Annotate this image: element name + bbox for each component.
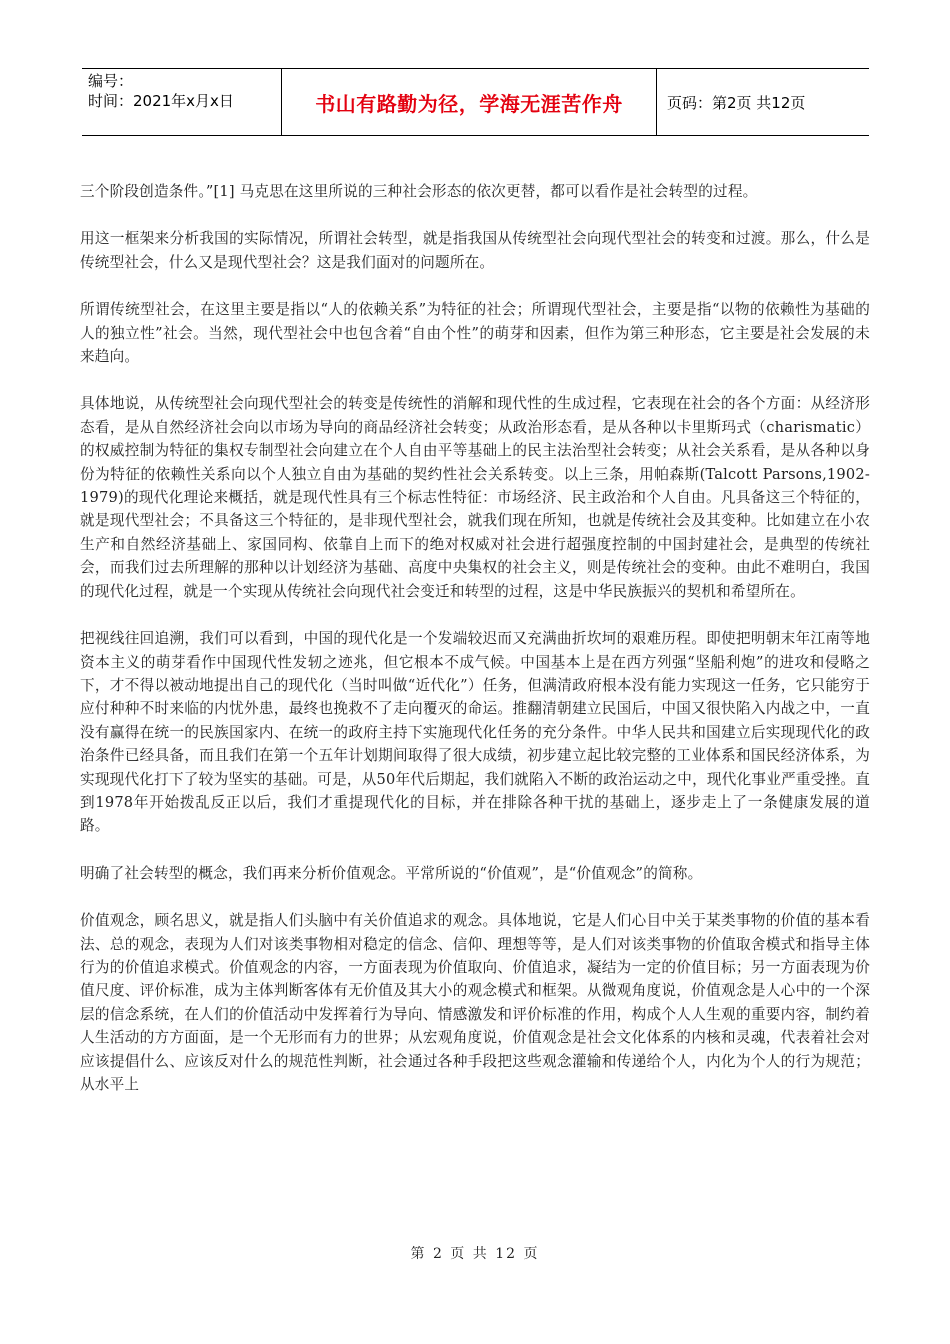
header-motto: 书山有路勤为径，学海无涯苦作舟 [282,69,657,135]
page-header [82,68,869,136]
header-meta [82,69,282,135]
paragraph: 具体地说，从传统型社会向现代型社会的转变是传统性的消解和现代性的生成过程，它表现在社会的各个方面：从经济形态看，是从自然经济社会向以市场为导向的商品经济社会转变；从政治形态看，是从各种以卡里斯玛式（charismatic）的权威控制为特征的集权专制型社会向建立在个人自由平等基础上的民主法治型社会转变；从社会关系看，是从各种以身份为特征的依赖性关系向以个人独立自由为基础的契约性社会关系转变。以上三条，用帕森斯(Talcott Parsons,1902-1979)的现代化理论来概括，就是现代性具有三个标志性特征：市场经济、民主政治和个人自由。凡具备这三个特征的，就是现代型社会；不具备这三个特征的，是非现代型社会，就我们现在所知，也就是传统社会及其变种。比如建立在小农生产和自然经济基础上、家国同构、依靠自上而下的绝对权威对社会进行超强度控制的中国封建社会，是典型的传统社会，而我们过去所理解的那种以计划经济为基础、高度中央集权的社会主义，则是传统社会的变种。由此不难明白，我国的现代化过程，就是一个实现从传统社会向现代社会变迁和转型的过程，这是中华民族振兴的契机和希望所在。 [80,395,870,600]
paragraph: 用这一框架来分析我国的实际情况，所谓社会转型，就是指我国从传统型社会向现代型社会的转变和过渡。那么，什么是传统型社会，什么又是现代型社会？这是我们面对的问题所在。 [80,230,870,271]
paragraph: 把视线往回追溯，我们可以看到，中国的现代化是一个发端较迟而又充满曲折坎坷的艰难历程。即使把明朝末年江南等地资本主义的萌芽看作中国现代性发轫之迹兆，但它根本不成气候。中国基本上是在西方列强“坚船利炮”的进攻和侵略之下，才不得以被动地提出自己的现代化（当时叫做“近代化”）任务，但满清政府根本没有能力实现这一任务，它只能穷于应付种种不时来临的内忧外患，最终也挽救不了走向覆灭的命运。推翻清朝建立民国后，中国又很快陷入内战之中，一直没有赢得在统一的民族国家内、在统一的政府主持下实施现代化任务的充分条件。中华人民共和国建立后实现现代化的政治条件已经具备，而且我们在第一个五年计划期间取得了很大成绩，初步建立起比较完整的工业体系和国民经济体系，为实现现代化打下了较为坚实的基础。可是，从50年代后期起，我们就陷入不断的政治运动之中，现代化事业严重受挫。直到1978年开始拨乱反正以后，我们才重提现代化的目标，并在排除各种干扰的基础上，逐步走上了一条健康发展的道路。 [80,630,870,835]
document-body [80,180,870,1120]
paragraph: 三个阶段创造条件。”[1] 马克思在这里所说的三种社会形态的依次更替，都可以看作是社会转型的过程。 [80,183,758,200]
paragraph: 明确了社会转型的概念，我们再来分析价值观念。平常所说的“价值观”，是“价值观念”的简称。 [80,864,703,882]
page-footer: 第 2 页 共 12 页 [410,1246,540,1262]
paragraph: 价值观念，顾名思义，就是指人们头脑中有关价值追求的观念。具体地说，它是人们心目中关于某类事物的价值的基本看法、总的观念，表现为人们对该类事物相对稳定的信念、信仰、理想等等，是人们对该类事物的价值取舍模式和指导主体行为的价值追求模式。价值观念的内容，一方面表现为价值取向、价值追求，凝结为一定的价值目标；另一方面表现为价值尺度、评价标准，成为主体判断客体有无价值及其大小的观念模式和框架。从微观角度说，价值观念是人心中的一个深层的信念系统，在人们的价值活动中发挥着行为导向、情感激发和评价标准的作用，构成个人人生观的重要内容，制约着人生活动的方方面面，是一个无形而有力的世界；从宏观角度说，价值观念是社会文化体系的内核和灵魂，代表着社会对应该提倡什么、应该反对什么的规范性判断，社会通过各种手段把这些观念灌输和传递给个人，内化为个人的行为规范；从水平上 [80,912,870,1093]
paragraph: 所谓传统型社会，在这里主要是指以“人的依赖关系”为特征的社会；所谓现代型社会，主要是指“以物的依赖性为基础的人的独立性”社会。当然，现代型社会中也包含着“自由个性”的萌芽和因素，但作为第三种形态，它主要是社会发展的未来趋向。 [80,301,870,366]
number-label: 编号： [88,72,134,90]
header-page-info: 页码：第2页 共12页 [667,93,806,112]
time-label: 时间：2021年x月x日 [88,92,234,110]
